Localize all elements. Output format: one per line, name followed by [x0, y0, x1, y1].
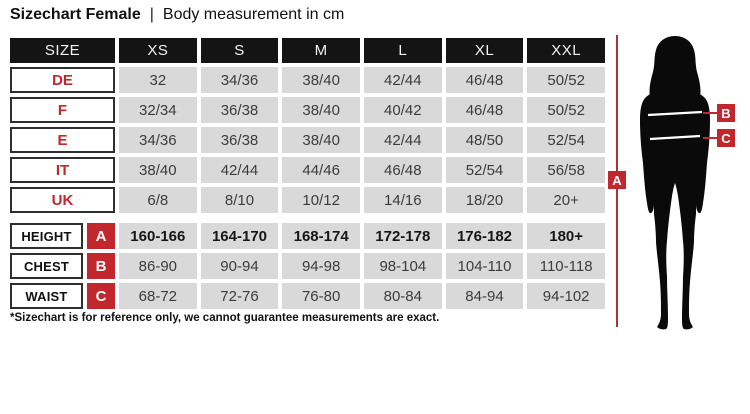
table-cell: 68-72: [119, 283, 197, 309]
table-cell: 160-166: [119, 223, 197, 249]
table-cell: 46/48: [446, 67, 524, 93]
waist-label: WAIST: [10, 283, 83, 309]
table-cell: 20+: [527, 187, 605, 213]
table-cell: 40/42: [364, 97, 442, 123]
female-silhouette: [628, 36, 718, 331]
header-cell-m: M: [282, 38, 360, 63]
table-cell: 42/44: [364, 127, 442, 153]
table-cell: 44/46: [282, 157, 360, 183]
table-cell: 14/16: [364, 187, 442, 213]
table-cell: 56/58: [527, 157, 605, 183]
measure-label-height: [10, 223, 115, 249]
table-cell: 18/20: [446, 187, 524, 213]
table-cell: 42/44: [364, 67, 442, 93]
table-cell: 6/8: [119, 187, 197, 213]
table-row-waist: [10, 283, 605, 309]
table-cell: 176-182: [446, 223, 524, 249]
table-cell: 104-110: [446, 253, 524, 279]
table-cell: 164-170: [201, 223, 279, 249]
table-header-row: [10, 38, 605, 63]
table-row-height: [10, 223, 605, 249]
table-row-e: [10, 127, 605, 153]
sizechart-table: [10, 38, 605, 313]
table-cell: 52/54: [527, 127, 605, 153]
measure-label-chest: [10, 253, 115, 279]
table-row-it: [10, 157, 605, 183]
table-row-uk: [10, 187, 605, 213]
table-cell: 46/48: [446, 97, 524, 123]
table-cell: 76-80: [282, 283, 360, 309]
table-cell: 98-104: [364, 253, 442, 279]
title-subtitle: Body measurement in cm: [162, 6, 345, 23]
page-title: [10, 6, 344, 24]
table-cell: 32/34: [119, 97, 197, 123]
table-cell: 180+: [527, 223, 605, 249]
marker-c-table-badge: C: [87, 283, 115, 309]
header-cell-xxl: XXL: [527, 38, 605, 63]
table-cell: 110-118: [527, 253, 605, 279]
table-cell: 8/10: [201, 187, 279, 213]
row-label-it: IT: [10, 157, 115, 183]
marker-c-badge: C: [717, 129, 735, 147]
table-row-chest: [10, 253, 605, 279]
table-cell: 38/40: [282, 67, 360, 93]
table-cell: 80-84: [364, 283, 442, 309]
row-label-e: E: [10, 127, 115, 153]
table-cell: 84-94: [446, 283, 524, 309]
chest-label: CHEST: [10, 253, 83, 279]
table-cell: 94-98: [282, 253, 360, 279]
marker-b-connector: [703, 112, 717, 114]
table-cell: 38/40: [282, 127, 360, 153]
table-cell: 34/36: [119, 127, 197, 153]
table-cell: 90-94: [201, 253, 279, 279]
header-cell-xl: XL: [446, 38, 524, 63]
disclaimer-footnote: *Sizechart is for reference only, we cannot guarantee measurements are exact.: [10, 312, 440, 324]
table-cell: 94-102: [527, 283, 605, 309]
table-cell: 42/44: [201, 157, 279, 183]
table-cell: 86-90: [119, 253, 197, 279]
table-cell: 52/54: [446, 157, 524, 183]
header-cell-size: SIZE: [10, 38, 115, 63]
marker-b-table-badge: B: [87, 253, 115, 279]
row-label-de: DE: [10, 67, 115, 93]
table-cell: 10/12: [282, 187, 360, 213]
height-label: HEIGHT: [10, 223, 83, 249]
table-cell: 34/36: [201, 67, 279, 93]
title-separator: |: [149, 6, 154, 23]
marker-c-connector: [703, 137, 717, 139]
table-cell: 168-174: [282, 223, 360, 249]
table-cell: 172-178: [364, 223, 442, 249]
table-cell: 32: [119, 67, 197, 93]
table-cell: 36/38: [201, 127, 279, 153]
measure-label-waist: [10, 283, 115, 309]
table-cell: 38/40: [119, 157, 197, 183]
marker-a-badge: A: [608, 171, 626, 189]
table-cell: 72-76: [201, 283, 279, 309]
header-cell-l: L: [364, 38, 442, 63]
table-row-de: [10, 67, 605, 93]
row-label-f: F: [10, 97, 115, 123]
table-cell: 46/48: [364, 157, 442, 183]
marker-a-table-badge: A: [87, 223, 115, 249]
title-main: Sizechart Female: [10, 6, 141, 23]
table-cell: 36/38: [201, 97, 279, 123]
table-cell: 50/52: [527, 97, 605, 123]
header-cell-xs: XS: [119, 38, 197, 63]
row-label-uk: UK: [10, 187, 115, 213]
marker-b-badge: B: [717, 104, 735, 122]
table-cell: 38/40: [282, 97, 360, 123]
table-row-f: [10, 97, 605, 123]
header-cell-s: S: [201, 38, 279, 63]
table-cell: 50/52: [527, 67, 605, 93]
table-cell: 48/50: [446, 127, 524, 153]
